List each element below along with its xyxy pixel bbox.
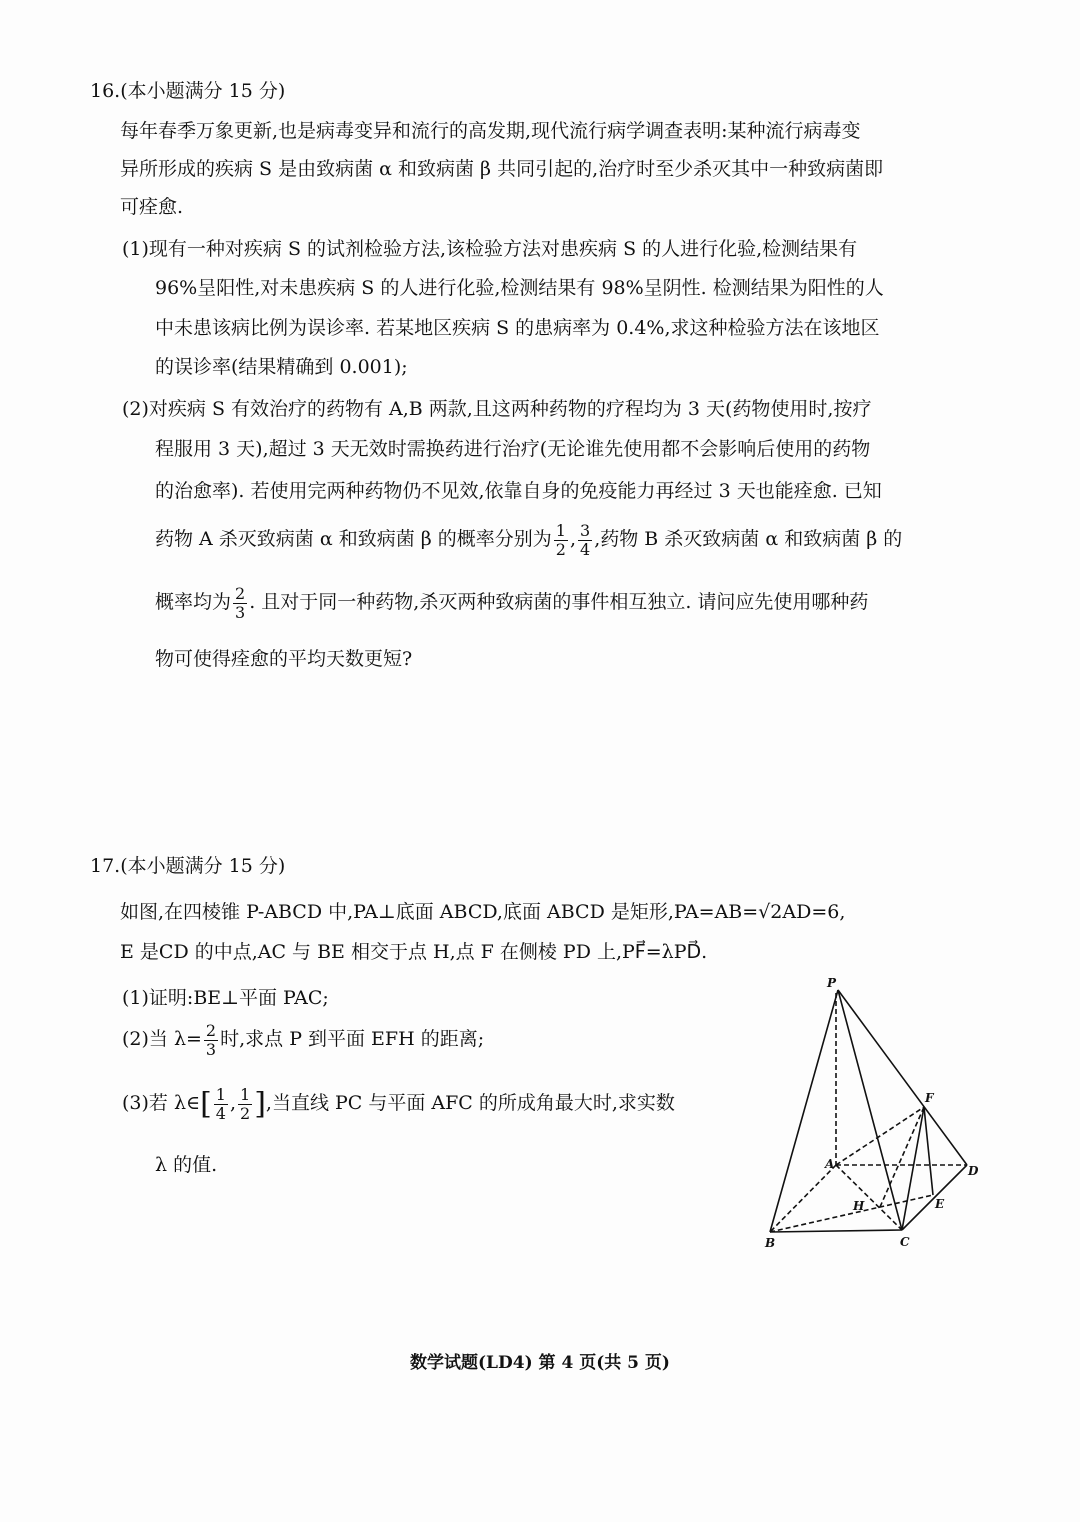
numerator: 1 (240, 1085, 251, 1104)
text: 药物 A 杀灭致病菌 α 和致病菌 β 的概率分别为 (155, 528, 552, 551)
q16-part1-line: 中未患该病比例为误诊率. 若某地区疾病 S 的患病率为 0.4%,求这种检验方法在该地区 (155, 317, 880, 339)
label-f: F (925, 1091, 934, 1105)
text: 时,求点 P 到平面 EFH 的距离; (220, 1028, 485, 1051)
q17-part1: (1)证明:BE⊥平面 PAC; (122, 987, 329, 1009)
text: ,药物 B 杀灭致病菌 α 和致病菌 β 的 (594, 528, 903, 551)
q16-part1-line: 的误诊率(结果精确到 0.001); (155, 356, 408, 378)
q16-part1-line: (1)现有一种对疾病 S 的试剂检验方法,该检验方法对患疾病 S 的人进行化验,检测结果有 (122, 238, 858, 260)
denominator: 2 (555, 539, 566, 559)
text: (3)若 λ∈ (122, 1092, 201, 1115)
q17-part3: (3)若 λ∈[ $\frac{1}{4}$ , $\frac{1}{2}$ ],当直线 PC 与平面 AFC 的所成角最大时,求实数 (122, 1085, 675, 1123)
q16-header: 16.(本小题满分 15 分) (90, 80, 286, 102)
label-p: P (827, 976, 837, 990)
denominator: 2 (240, 1103, 251, 1123)
numerator: 2 (235, 584, 246, 603)
q16-intro-line: 异所形成的疾病 S 是由致病菌 α 和致病菌 β 共同引起的,治疗时至少杀灭其中一种致病菌即 (120, 158, 884, 180)
numerator: 1 (555, 521, 566, 540)
q16-part2-line: 的治愈率). 若使用完两种药物仍不见效,依靠自身的免疫能力再经过 3 天也能痊愈. 已知 (155, 480, 882, 502)
solid-edges (770, 990, 967, 1232)
numerator: 2 (205, 1021, 217, 1040)
q16-part2-line: 药物 A 杀灭致病菌 α 和致病菌 β 的概率分别为 $\frac{1}{2}$ , $\frac{3}{4}$ ,药物 B 杀灭致病菌 α 和致病菌 β 的 (155, 521, 903, 559)
numerator: 3 (580, 521, 591, 540)
text: (2)当 λ= (122, 1028, 202, 1051)
label-d: D (968, 1164, 979, 1178)
q16-intro-line: 每年春季万象更新,也是病毒变异和流行的高发期,现代流行病学调查表明:某种流行病毒变 (120, 120, 861, 142)
page-footer: 数学试题(LD4) 第 4 页(共 5 页) (410, 1353, 670, 1373)
q17-part3-cont: λ 的值. (155, 1154, 218, 1176)
q16-part2-line: 物可使得痊愈的平均天数更短? (155, 648, 413, 670)
denominator: 4 (580, 539, 591, 559)
text: ,当直线 PC 与平面 AFC 的所成角最大时,求实数 (265, 1092, 675, 1115)
text: . 且对于同一种药物,杀灭两种致病菌的事件相互独立. 请问应先使用哪种药 (249, 591, 869, 614)
label-h: H (853, 1199, 865, 1213)
denominator: 3 (205, 1039, 217, 1059)
q17-intro-line: E 是CD 的中点,AC 与 BE 相交于点 H,点 F 在侧棱 PD 上,PF⃗=λPD⃗. (120, 941, 708, 963)
q17-intro-line: 如图,在四棱锥 P-ABCD 中,PA⊥底面 ABCD,底面 ABCD 是矩形,PA=AB=√2AD=6, (120, 901, 846, 923)
q16-intro-line: 可痊愈. (120, 196, 184, 218)
q16-part1-line: 96%呈阳性,对未患疾病 S 的人进行化验,检测结果有 98%呈阴性. 检测结果为阳性的人 (155, 277, 884, 299)
q16-part2-line: 程服用 3 天),超过 3 天无效时需换药进行治疗(无论谁先使用都不会影响后使用的药物 (155, 438, 871, 460)
denominator: 3 (235, 602, 246, 622)
numerator: 1 (215, 1085, 226, 1104)
label-c: C (900, 1235, 910, 1249)
text: 概率均为 (155, 591, 232, 614)
label-b: B (765, 1236, 776, 1250)
q17-header: 17.(本小题满分 15 分) (90, 855, 286, 877)
label-e: E (935, 1197, 945, 1211)
label-a: A (825, 1157, 835, 1171)
denominator: 4 (215, 1103, 226, 1123)
q16-part2-line: (2)对疾病 S 有效治疗的药物有 A,B 两款,且这两种药物的疗程均为 3 天(药物使用时,按疗 (122, 398, 872, 420)
